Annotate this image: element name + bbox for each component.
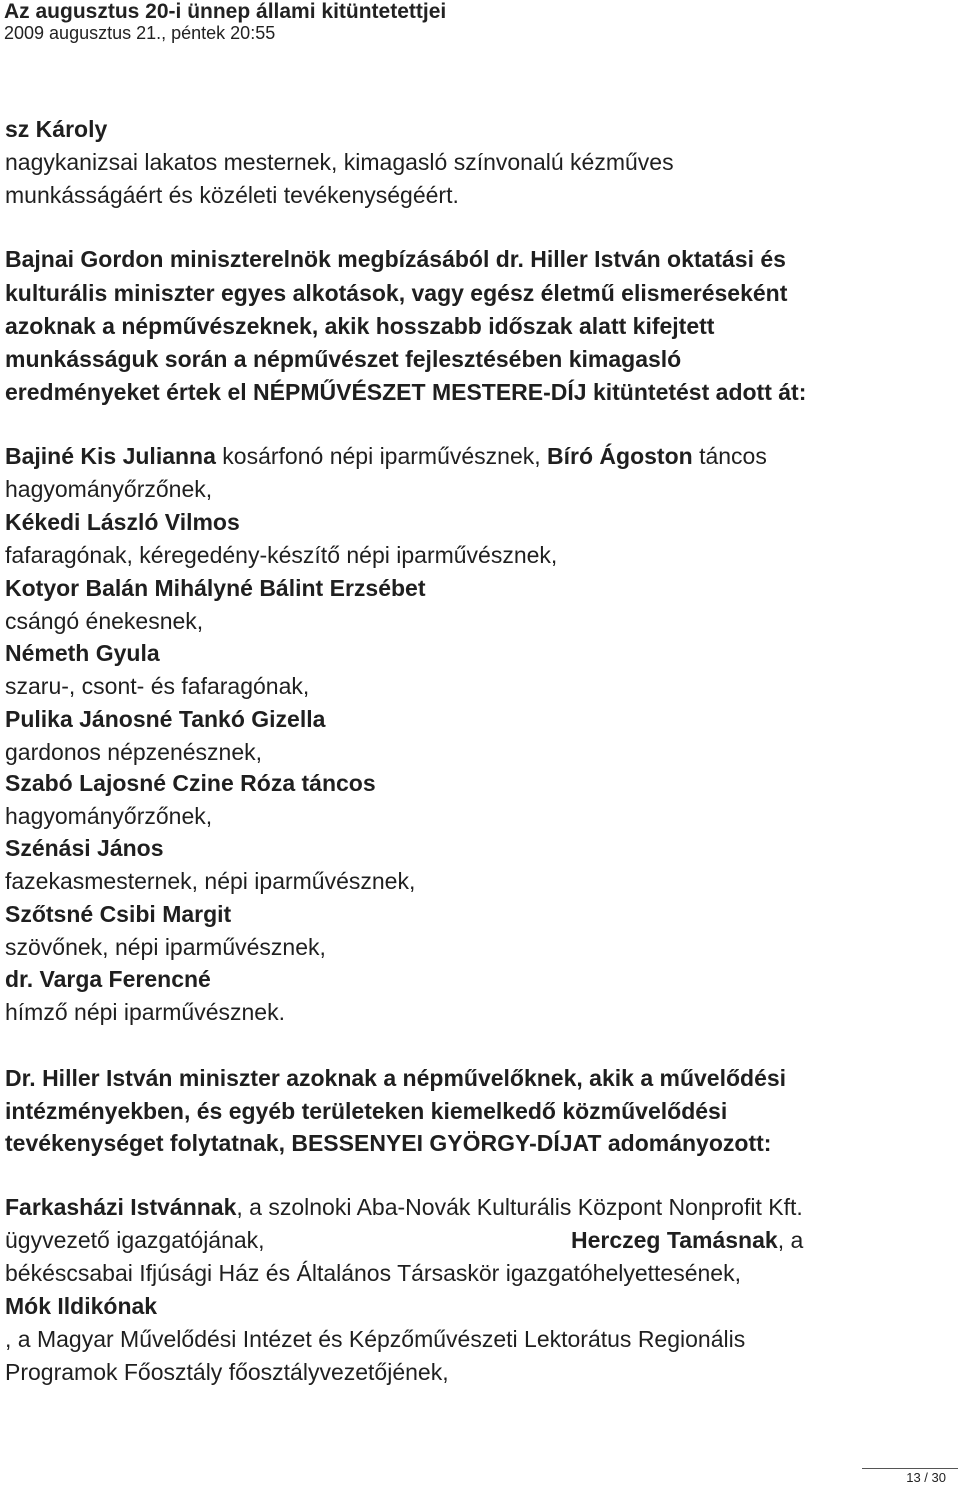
awardee-desc: ügyvezető igazgatójának, xyxy=(5,1227,265,1253)
page-number: 13 / 30 xyxy=(906,1470,946,1485)
section1-heading-line-1: Bajnai Gordon miniszterelnök megbízásából dr. Hiller István oktatási és xyxy=(5,246,786,272)
awardee-desc: fazekasmesternek, népi iparművésznek, xyxy=(5,868,416,894)
awardee-desc: kosárfonó népi iparművésznek, xyxy=(215,443,548,469)
awardee-name: Szénási János xyxy=(5,835,164,861)
intro-name: sz Károly xyxy=(5,116,108,142)
awardee-desc: gardonos népzenésznek, xyxy=(5,739,263,765)
header-date: 2009 augusztus 21., péntek 20:55 xyxy=(4,23,276,43)
awardee-desc: csángó énekesnek, xyxy=(5,608,204,634)
footer-divider xyxy=(862,1468,958,1469)
awardee-name: Kotyor Balán Mihályné Bálint Erzsébet xyxy=(5,575,426,601)
section2-line-6: Programok Főosztály főosztályvezetőjének, xyxy=(5,1359,449,1385)
awardee-name: Bíró Ágoston xyxy=(547,443,693,469)
awardee-desc: fafaragónak, kéregedény-készítő népi iparművésznek, xyxy=(5,542,558,568)
awardee-desc: szaru-, csont- és fafaragónak, xyxy=(5,673,310,699)
awardee-name: Szabó Lajosné Czine Róza táncos xyxy=(5,770,376,796)
page-header xyxy=(0,0,447,46)
awardee-name: Mók Ildikónak xyxy=(5,1293,158,1319)
section2-line-2 xyxy=(5,1225,265,1255)
awardee-name: Herczeg Tamásnak xyxy=(571,1227,778,1253)
section2-line-2-right xyxy=(571,1225,803,1255)
header-title: Az augusztus 20-i ünnep állami kitüntetettjei xyxy=(4,0,447,23)
awardee-desc: táncos xyxy=(692,443,767,469)
awardee-desc: hagyományőrzőnek, xyxy=(5,803,213,829)
awardee-desc: , a szolnoki Aba-Novák Kulturális Központ Nonprofit Kft. xyxy=(236,1194,803,1220)
section1-heading-line-2: kulturális miniszter egyes alkotások, vagy egész életmű elismeréseként xyxy=(5,280,788,306)
intro-desc-line-2: munkásságáért és közéleti tevékenységéért. xyxy=(5,182,459,208)
awardee-name: Farkasházi Istvánnak xyxy=(5,1194,237,1220)
awardee-name: Pulika Jánosné Tankó Gizella xyxy=(5,706,326,732)
section1-heading-line-5: eredményeket értek el NÉPMŰVÉSZET MESTERE-DÍJ kitüntetést adott át: xyxy=(5,379,807,405)
section1-heading-line-3: azoknak a népművészeknek, akik hosszabb időszak alatt kifejtett xyxy=(5,313,715,339)
section1-heading-line-4: munkásságuk során a népművészet fejlesztésében kimagasló xyxy=(5,346,682,372)
intro-desc-line-1: nagykanizsai lakatos mesternek, kimagasló színvonalú kézműves xyxy=(5,149,674,175)
awardee-name: Németh Gyula xyxy=(5,640,160,666)
awardee-desc: szövőnek, népi iparművésznek, xyxy=(5,934,326,960)
section2-line-3: békéscsabai Ifjúsági Ház és Általános Társaskör igazgatóhelyettesének, xyxy=(5,1260,741,1286)
section2-heading-line-1: Dr. Hiller István miniszter azoknak a népművelőknek, akik a művelődési xyxy=(5,1065,787,1091)
awardee-desc: hagyományőrzőnek, xyxy=(5,476,213,502)
awardee-name: Szőtsné Csibi Margit xyxy=(5,901,232,927)
awardee-name: Kékedi László Vilmos xyxy=(5,509,240,535)
section2-line-5: , a Magyar Művelődési Intézet és Képzőművészeti Lektorátus Regionális xyxy=(5,1326,746,1352)
section2-heading-line-2: intézményekben, és egyéb területeken kiemelkedő közművelődési xyxy=(5,1098,728,1124)
awardee-desc: , a xyxy=(777,1227,804,1253)
awardee-name: dr. Varga Ferencné xyxy=(5,966,211,992)
section2-heading-line-3: tevékenységet folytatnak, BESSENYEI GYÖRGY-DÍJAT adományozott: xyxy=(5,1130,772,1156)
awardee-name: Bajiné Kis Julianna xyxy=(5,443,216,469)
section2-line-1 xyxy=(5,1192,803,1222)
awardee-row-1 xyxy=(5,441,767,471)
awardee-desc: hímző népi iparművésznek. xyxy=(5,999,285,1025)
